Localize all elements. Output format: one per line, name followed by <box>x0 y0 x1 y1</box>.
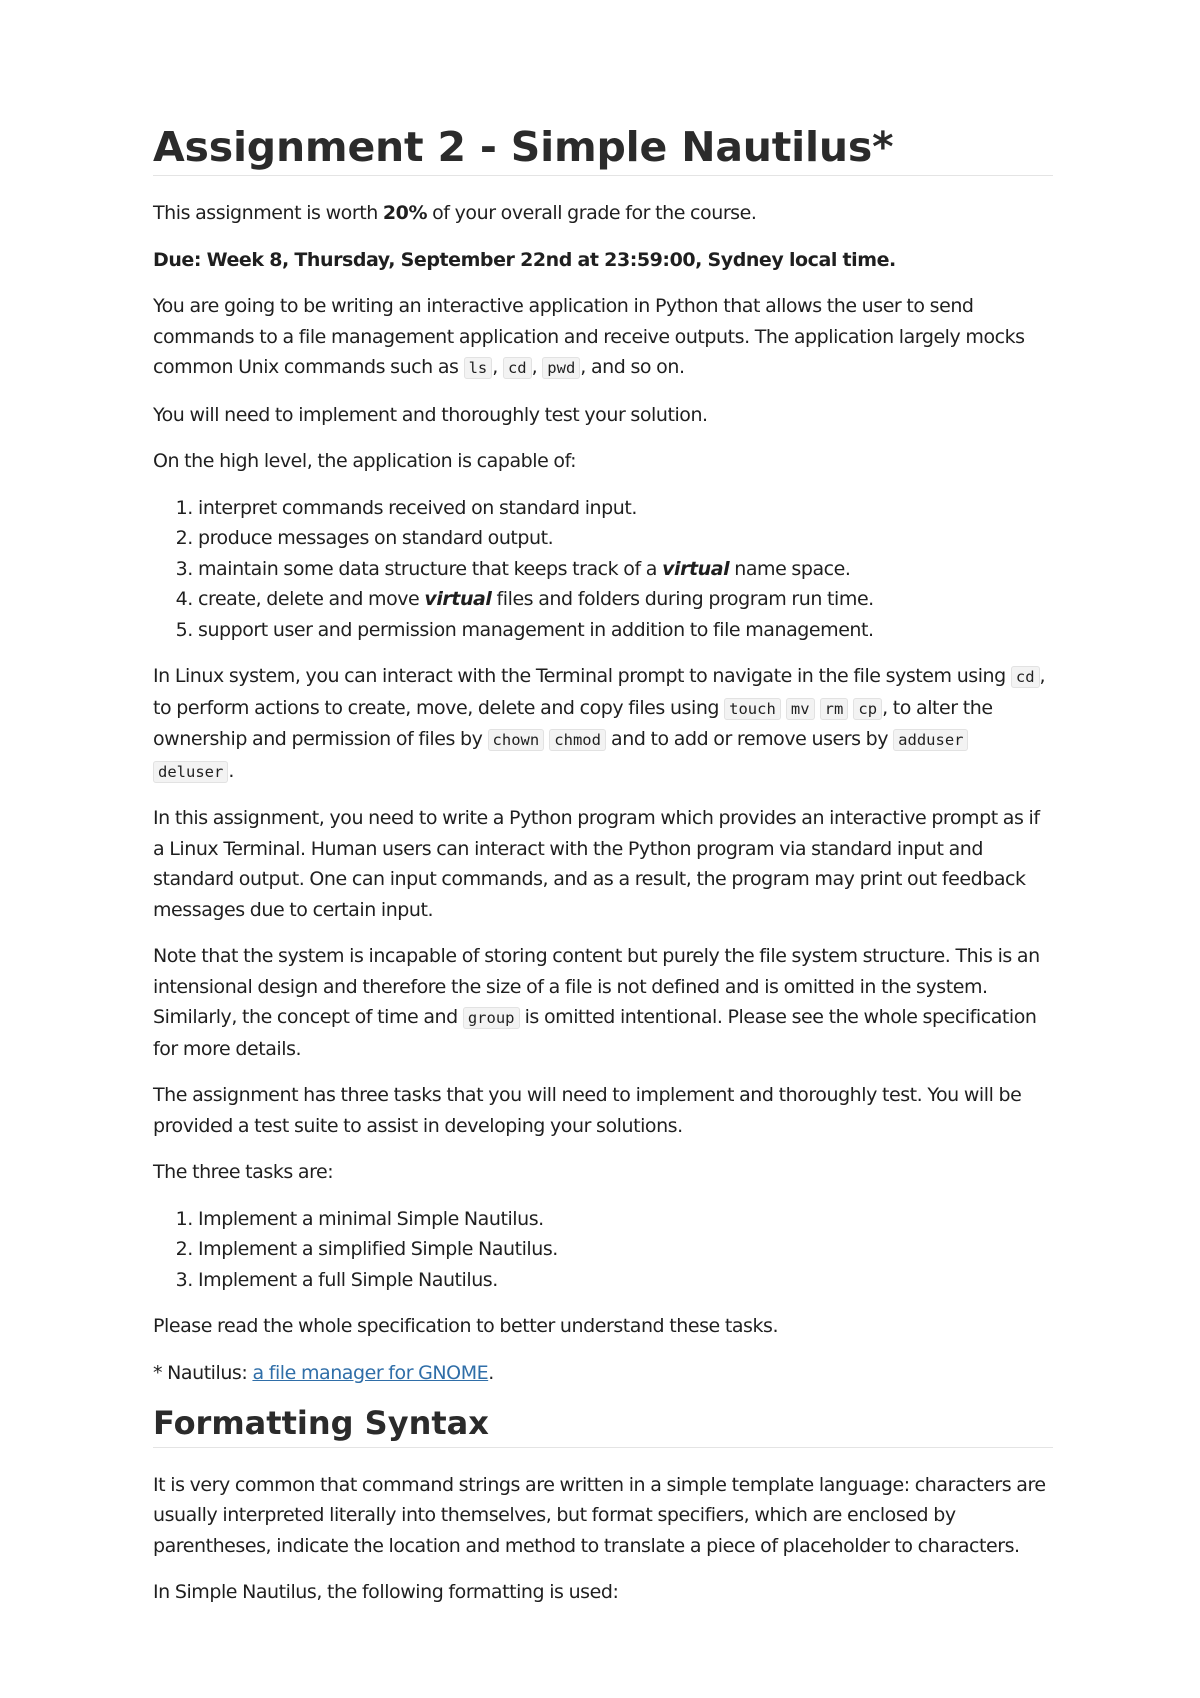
list-item: 2. Implement a simplified Simple Nautilus. <box>198 1234 1053 1265</box>
formatting-paragraph: It is very common that command strings are written in a simple template language: characters are usually interpreted literally into themselves, but format specifiers, which are enclosed by parentheses, indicate the location and method to translate a piece of placeholder to characters. <box>153 1473 1046 1557</box>
list-item: 2. produce messages on standard output. <box>198 523 1053 554</box>
inline-code-pwd: pwd <box>542 357 580 379</box>
three-tasks-paragraph: The assignment has three tasks that you will need to implement and thoroughly test. You will be provided a test suite to assist in developing your solutions. <box>153 1084 1022 1137</box>
list-item: 1. interpret commands received on standard input. <box>198 493 1053 524</box>
inline-code-cd: cd <box>1011 666 1040 688</box>
page-title: Assignment 2 - Simple Nautilus* <box>153 124 1053 176</box>
three-tasks-intro: The three tasks are: <box>153 1161 334 1184</box>
capabilities-list <box>153 493 1053 646</box>
formatting-used: In Simple Nautilus, the following formatting is used: <box>153 1581 619 1604</box>
note-paragraph: Note that the system is incapable of storing content but purely the file system structure. This is an intensional design and therefore the size of a file is not defined and is omitted in the system. Similarly, the concept of time and group is omitted intentional. Please see the whole specification for more details. <box>153 945 1040 1060</box>
read-spec: Please read the whole specification to better understand these tasks. <box>153 1315 779 1338</box>
grade-weight: 20% <box>382 202 428 225</box>
gnome-link[interactable]: a file manager for GNOME <box>252 1361 489 1384</box>
list-item: 3. Implement a full Simple Nautilus. <box>198 1265 1053 1296</box>
high-level-intro: On the high level, the application is capable of: <box>153 450 577 473</box>
test-note: You will need to implement and thoroughly test your solution. <box>153 403 708 426</box>
linux-paragraph: In Linux system, you can interact with the Terminal prompt to navigate in the file system using cd , to perform actions to create, move, delete and copy files using touch mv rm cp , to alter the ownership and permission of files by chown chmod and to add or remove users by adduser deluser . <box>153 665 1046 782</box>
inline-code-adduser: adduser <box>893 729 968 751</box>
inline-code-touch: touch <box>724 698 781 720</box>
due-date: Due: Week 8, Thursday, September 22nd at 23:59:00, Sydney local time. <box>153 248 896 271</box>
tasks-list <box>153 1204 1053 1296</box>
inline-code-group: group <box>463 1007 520 1029</box>
list-item: 1. Implement a minimal Simple Nautilus. <box>198 1204 1053 1235</box>
inline-code-chmod: chmod <box>549 729 606 751</box>
list-item: 5. support user and permission management in addition to file management. <box>198 615 1053 646</box>
inline-code-cd: cd <box>503 357 532 379</box>
worth-paragraph: This assignment is worth 20% of your overall grade for the course. <box>153 202 757 225</box>
inline-code-cp: cp <box>853 698 882 720</box>
assignment-paragraph: In this assignment, you need to write a Python program which provides an interactive prompt as if a Linux Terminal. Human users can interact with the Python program via standard input and standard output. One can input commands, and as a result, the program may print out feedback messages due to certain input. <box>153 807 1040 921</box>
inline-code-rm: rm <box>820 698 849 720</box>
inline-code-deluser: deluser <box>153 761 228 783</box>
intro-paragraph: You are going to be writing an interactive application in Python that allows the user to send commands to a file management application and receive outputs. The application largely mocks common Unix commands such as ls , cd , pwd , and so on. <box>153 295 1025 379</box>
list-item: 3. maintain some data structure that keeps track of a virtual name space. <box>198 554 1053 585</box>
section-heading-formatting-syntax: Formatting Syntax <box>153 1404 1053 1447</box>
footnote: * Nautilus: a file manager for GNOME. <box>153 1361 494 1384</box>
inline-code-ls: ls <box>464 357 493 379</box>
inline-code-mv: mv <box>786 698 815 720</box>
inline-code-chown: chown <box>488 729 545 751</box>
list-item: 4. create, delete and move virtual files and folders during program run time. <box>198 584 1053 615</box>
